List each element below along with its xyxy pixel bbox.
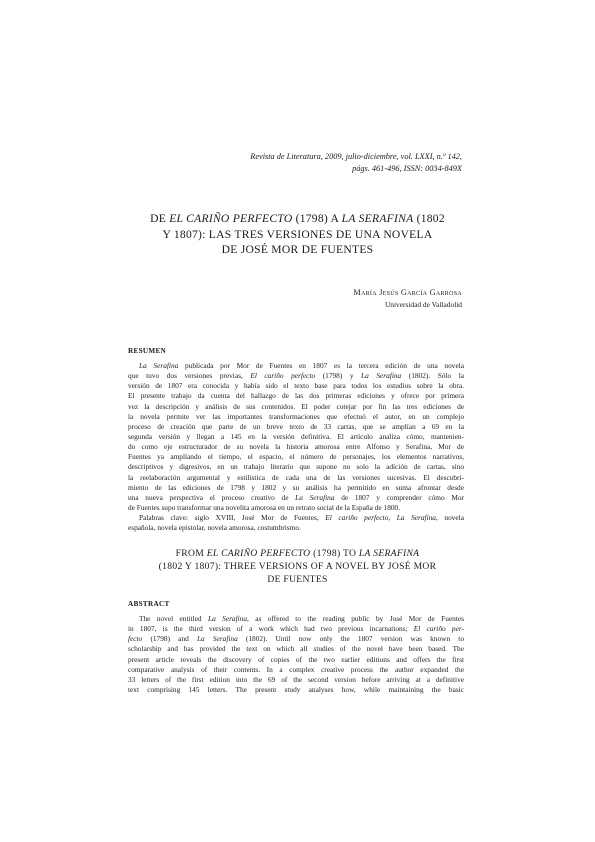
english-title-line-3: DE FUENTES xyxy=(267,573,328,585)
keywords-line: Palabras clave: siglo XVIII, José Mor de Fuentes, El cariño perfecto, La Serafina, novela xyxy=(139,513,464,522)
article-title-line-1: DE EL CARIÑO PERFECTO (1798) A LA SERAFINA (1802 xyxy=(150,212,445,225)
abstract-line: 33 letters of the first edition into the 69 of the second version before arriving at a definitive xyxy=(128,674,464,684)
abstract-line: present article reveals the discovery of copies of the two earlier editions and offers the first xyxy=(128,654,464,664)
resumen-line: do como eje estructurador de su novela la historia amorosa entre Alfonso y Serafina, Mor de xyxy=(128,442,464,452)
citation-line-2: págs. 461-496, ISSN: 0034-849X xyxy=(352,164,462,173)
abstract-heading: ABSTRACT xyxy=(128,600,170,608)
resumen-line: la reelaboración argumental y estilística de cada una de las versiones sucesivas. El descubri- xyxy=(128,472,464,482)
abstract-line: fecto (1798) and La Serafina (1802). Until now only the 1807 version was known to xyxy=(128,634,464,644)
english-title-line-2: (1802 Y 1807): THREE VERSIONS OF A NOVEL BY JOSÉ MOR xyxy=(158,560,437,572)
citation-line-1: Revista de Literatura, 2009, julio-diciembre, vol. LXXI, n.º 142, xyxy=(250,152,462,161)
resumen-heading: RESUMEN xyxy=(128,347,167,355)
article-title xyxy=(130,211,465,258)
resumen-line: La Serafina publicada por Mor de Fuentes en 1807 es la tercera edición de una novela xyxy=(139,361,464,370)
author-name: María Jesús García Garrosa xyxy=(353,288,462,297)
abstract-paragraph xyxy=(128,614,464,695)
resumen-line: descriptivos y digresivos, en un trabajo literario que supone no solo la adición de cartas, sino xyxy=(128,462,464,472)
author-block xyxy=(212,286,462,310)
resumen-line: versión de 1807 era conocida y había sido el texto base para todos los estudios sobre la obra. xyxy=(128,381,464,391)
resumen-line: segunda versión y llegan a 145 en la versión definitiva. El artículo analiza cómo, mantenien- xyxy=(128,431,464,441)
article-title-line-3: DE JOSÉ MOR DE FUENTES xyxy=(221,243,374,256)
resumen-line: El presente trabajo da cuenta del hallazgo de las dos primeras ediciones y ofrece por primera xyxy=(128,391,464,401)
resumen-line: una nueva perspectiva el proceso creativo de La Serafina de 1807 y comprender cómo Mor xyxy=(128,492,464,502)
article-title-line-2: Y 1807): LAS TRES VERSIONES DE UNA NOVELA xyxy=(162,227,433,241)
resumen-line: proceso de creación que parte de un breve texto de 33 cartas, que se amplían a 69 en la xyxy=(128,421,464,431)
resumen-line: de Fuentes supo transformar una novelita amorosa en un retrato social de la España de 1800. xyxy=(128,502,401,512)
resumen-line: vez la descripción y análisis de sus contenidos. El poder cotejar por fin las tres ediciones de xyxy=(128,401,464,411)
abstract-line: scholarship and has provided the text on which all studies of the novel have been based. The xyxy=(128,644,464,654)
resumen-line: miento de las ediciones de 1798 y 1802 y su análisis ha permitido en suma afrontar desde xyxy=(128,482,464,492)
keywords xyxy=(128,513,464,533)
english-title xyxy=(130,548,465,586)
author-affiliation: Universidad de Valladolid xyxy=(384,300,462,309)
resumen-paragraph xyxy=(128,361,464,513)
english-title-line-1: FROM EL CARIÑO PERFECTO (1798) TO LA SERAFINA xyxy=(175,548,420,559)
journal-citation xyxy=(142,151,462,175)
resumen-line: que tuvo dos versiones previas, El cariño perfecto (1798) y La Serafina (1802). Sólo la xyxy=(128,371,464,381)
abstract-line: in 1807, is the third version of a work which had two previous incarnations; El cariño per- xyxy=(128,624,464,634)
keywords-line: española, novela epistolar, novela amorosa, costumbrismo. xyxy=(128,523,301,533)
abstract-line: text comprising 145 letters. The present study analyses how, while maintaining the basic xyxy=(128,684,464,694)
resumen-line: Fuentes ya amplíando el tiempo, el espacio, el número de personajes, los elementos narrativos, xyxy=(128,452,464,462)
abstract-line: The novel entitled La Serafina, as offered to the reading public by José Mor de Fuentes xyxy=(139,614,464,623)
abstract-line: comparative analysis of their contents. In a complex creative process the author expanded the xyxy=(128,664,464,674)
resumen-line: la novela permite ver las importantes transformaciones que efectuó el autor, en un complejo xyxy=(128,411,464,421)
